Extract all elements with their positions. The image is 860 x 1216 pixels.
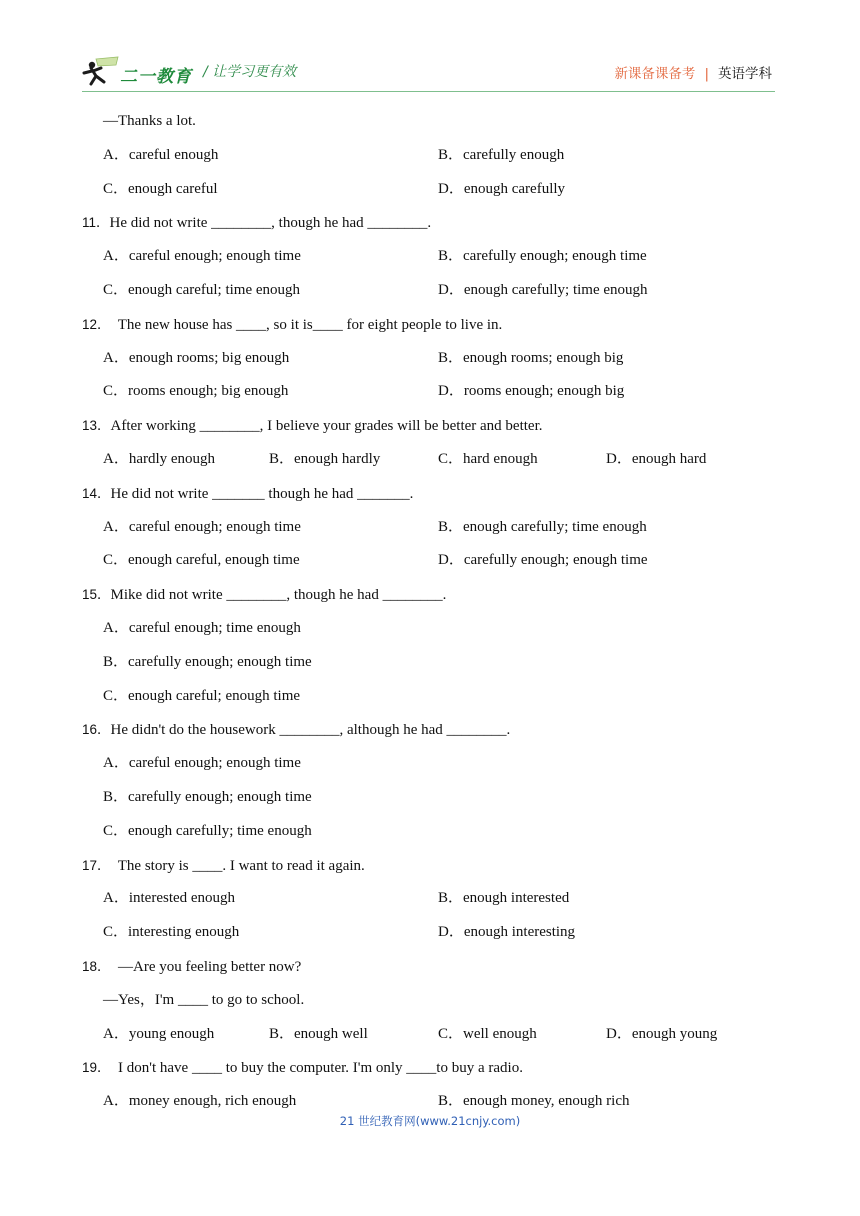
answer-option: D．enough hard <box>606 450 707 467</box>
text-line: B．carefully enough; enough time <box>103 788 312 805</box>
answer-option: B．enough carefully; time enough <box>438 518 647 535</box>
text-line: —Yes，I'm ____ to go to school. <box>103 991 305 1008</box>
answer-option: C．enough careful; time enough <box>103 281 301 298</box>
header-divider <box>82 91 775 92</box>
slogan: / 让学习更有效 <box>203 64 297 80</box>
options-row <box>82 240 782 274</box>
subject-label: 英语学科 <box>718 66 772 82</box>
question-text: He did not write _______ though he had _______. <box>110 485 414 502</box>
question-number: 18． <box>82 958 111 974</box>
question-text: —Are you feeling better now? <box>110 958 302 975</box>
answer-option: B．enough interested <box>438 890 570 907</box>
question-line <box>82 578 782 612</box>
logo-text: 二一教育 <box>120 67 192 87</box>
answer-option: A．careful enough; enough time <box>103 518 301 535</box>
answer-option: A．interested enough <box>103 890 236 907</box>
options-row <box>82 1018 782 1052</box>
answer-option: C．well enough <box>438 1025 537 1042</box>
question-line <box>82 308 782 342</box>
header-right <box>614 62 772 82</box>
text-line: B．carefully enough; enough time <box>103 653 312 670</box>
answer-option: C．interesting enough <box>103 924 240 941</box>
page-footer: 21 世纪教育网(www.21cnjy.com) <box>339 1114 521 1128</box>
answer-option: D．enough young <box>606 1025 718 1042</box>
answer-option: C．hard enough <box>438 450 538 467</box>
logo <box>82 56 192 88</box>
text-line: A．careful enough; enough time <box>103 755 301 772</box>
question-line <box>82 409 782 443</box>
answer-option: C．rooms enough; big enough <box>103 383 289 400</box>
answer-option: A．careful enough; enough time <box>103 248 301 265</box>
text-line: C．enough careful; enough time <box>103 687 301 704</box>
answer-option: A．money enough, rich enough <box>103 1093 297 1110</box>
answer-option: B．carefully enough; enough time <box>438 248 647 265</box>
options-row <box>82 511 782 545</box>
answer-option: D．enough carefully <box>438 180 566 197</box>
options-row <box>82 544 782 578</box>
options-row <box>82 173 782 207</box>
answer-option: D．rooms enough; enough big <box>438 383 625 400</box>
options-row <box>82 375 782 409</box>
question-number: 17． <box>82 857 111 873</box>
question-number: 12． <box>82 316 111 332</box>
question-text: Mike did not write ________, though he had ________. <box>110 587 447 604</box>
answer-option: C．enough careful, enough time <box>103 552 300 569</box>
answer-option: D．enough carefully; time enough <box>438 281 648 298</box>
question-line <box>82 713 782 747</box>
answer-option: C．enough careful <box>103 180 218 197</box>
answer-option: A．hardly enough <box>103 450 216 467</box>
options-row <box>82 916 782 950</box>
answer-option: B．carefully enough <box>438 146 565 163</box>
question-line <box>82 1051 782 1085</box>
question-number: 16． <box>82 722 111 738</box>
question-number: 13． <box>82 418 111 434</box>
question-number: 11． <box>82 215 110 231</box>
exercise-content <box>82 105 782 1119</box>
course-label: 新课备课备考 <box>614 66 696 82</box>
options-row <box>82 882 782 916</box>
options-row <box>82 139 782 173</box>
answer-option: D．enough interesting <box>438 924 576 941</box>
answer-option: B．enough rooms; enough big <box>438 349 624 366</box>
text-line: —Thanks a lot. <box>103 113 196 129</box>
question-number: 15． <box>82 587 111 603</box>
question-text: He didn't do the housework ________, although he had ________. <box>110 722 511 739</box>
options-row <box>82 443 782 477</box>
question-text: After working ________, I believe your grades will be better and better. <box>110 418 543 435</box>
options-row <box>82 342 782 376</box>
question-text: The new house has ____, so it is____ for eight people to live in. <box>110 316 503 333</box>
answer-option: B．enough money, enough rich <box>438 1093 630 1110</box>
answer-option: A．careful enough <box>103 146 219 163</box>
running-person-icon <box>82 56 122 88</box>
answer-option: A．enough rooms; big enough <box>103 349 290 366</box>
answer-option: A．young enough <box>103 1025 215 1042</box>
header-separator: | <box>704 66 709 82</box>
question-text: The story is ____. I want to read it again. <box>110 857 365 874</box>
question-text: I don't have ____ to buy the computer. I'm only ____to buy a radio. <box>110 1060 523 1077</box>
question-line <box>82 477 782 511</box>
question-number: 19． <box>82 1060 111 1076</box>
question-number: 14． <box>82 485 111 501</box>
options-row <box>82 274 782 308</box>
text-line: C．enough carefully; time enough <box>103 822 312 839</box>
question-line <box>82 849 782 883</box>
question-line <box>82 206 782 240</box>
answer-option: D．carefully enough; enough time <box>438 552 648 569</box>
question-line <box>82 950 782 984</box>
text-line: A．careful enough; time enough <box>103 619 301 636</box>
answer-option: B．enough well <box>269 1025 368 1042</box>
question-text: He did not write ________, though he had ________. <box>109 215 432 232</box>
page-header <box>0 0 860 95</box>
answer-option: B．enough hardly <box>269 450 381 467</box>
